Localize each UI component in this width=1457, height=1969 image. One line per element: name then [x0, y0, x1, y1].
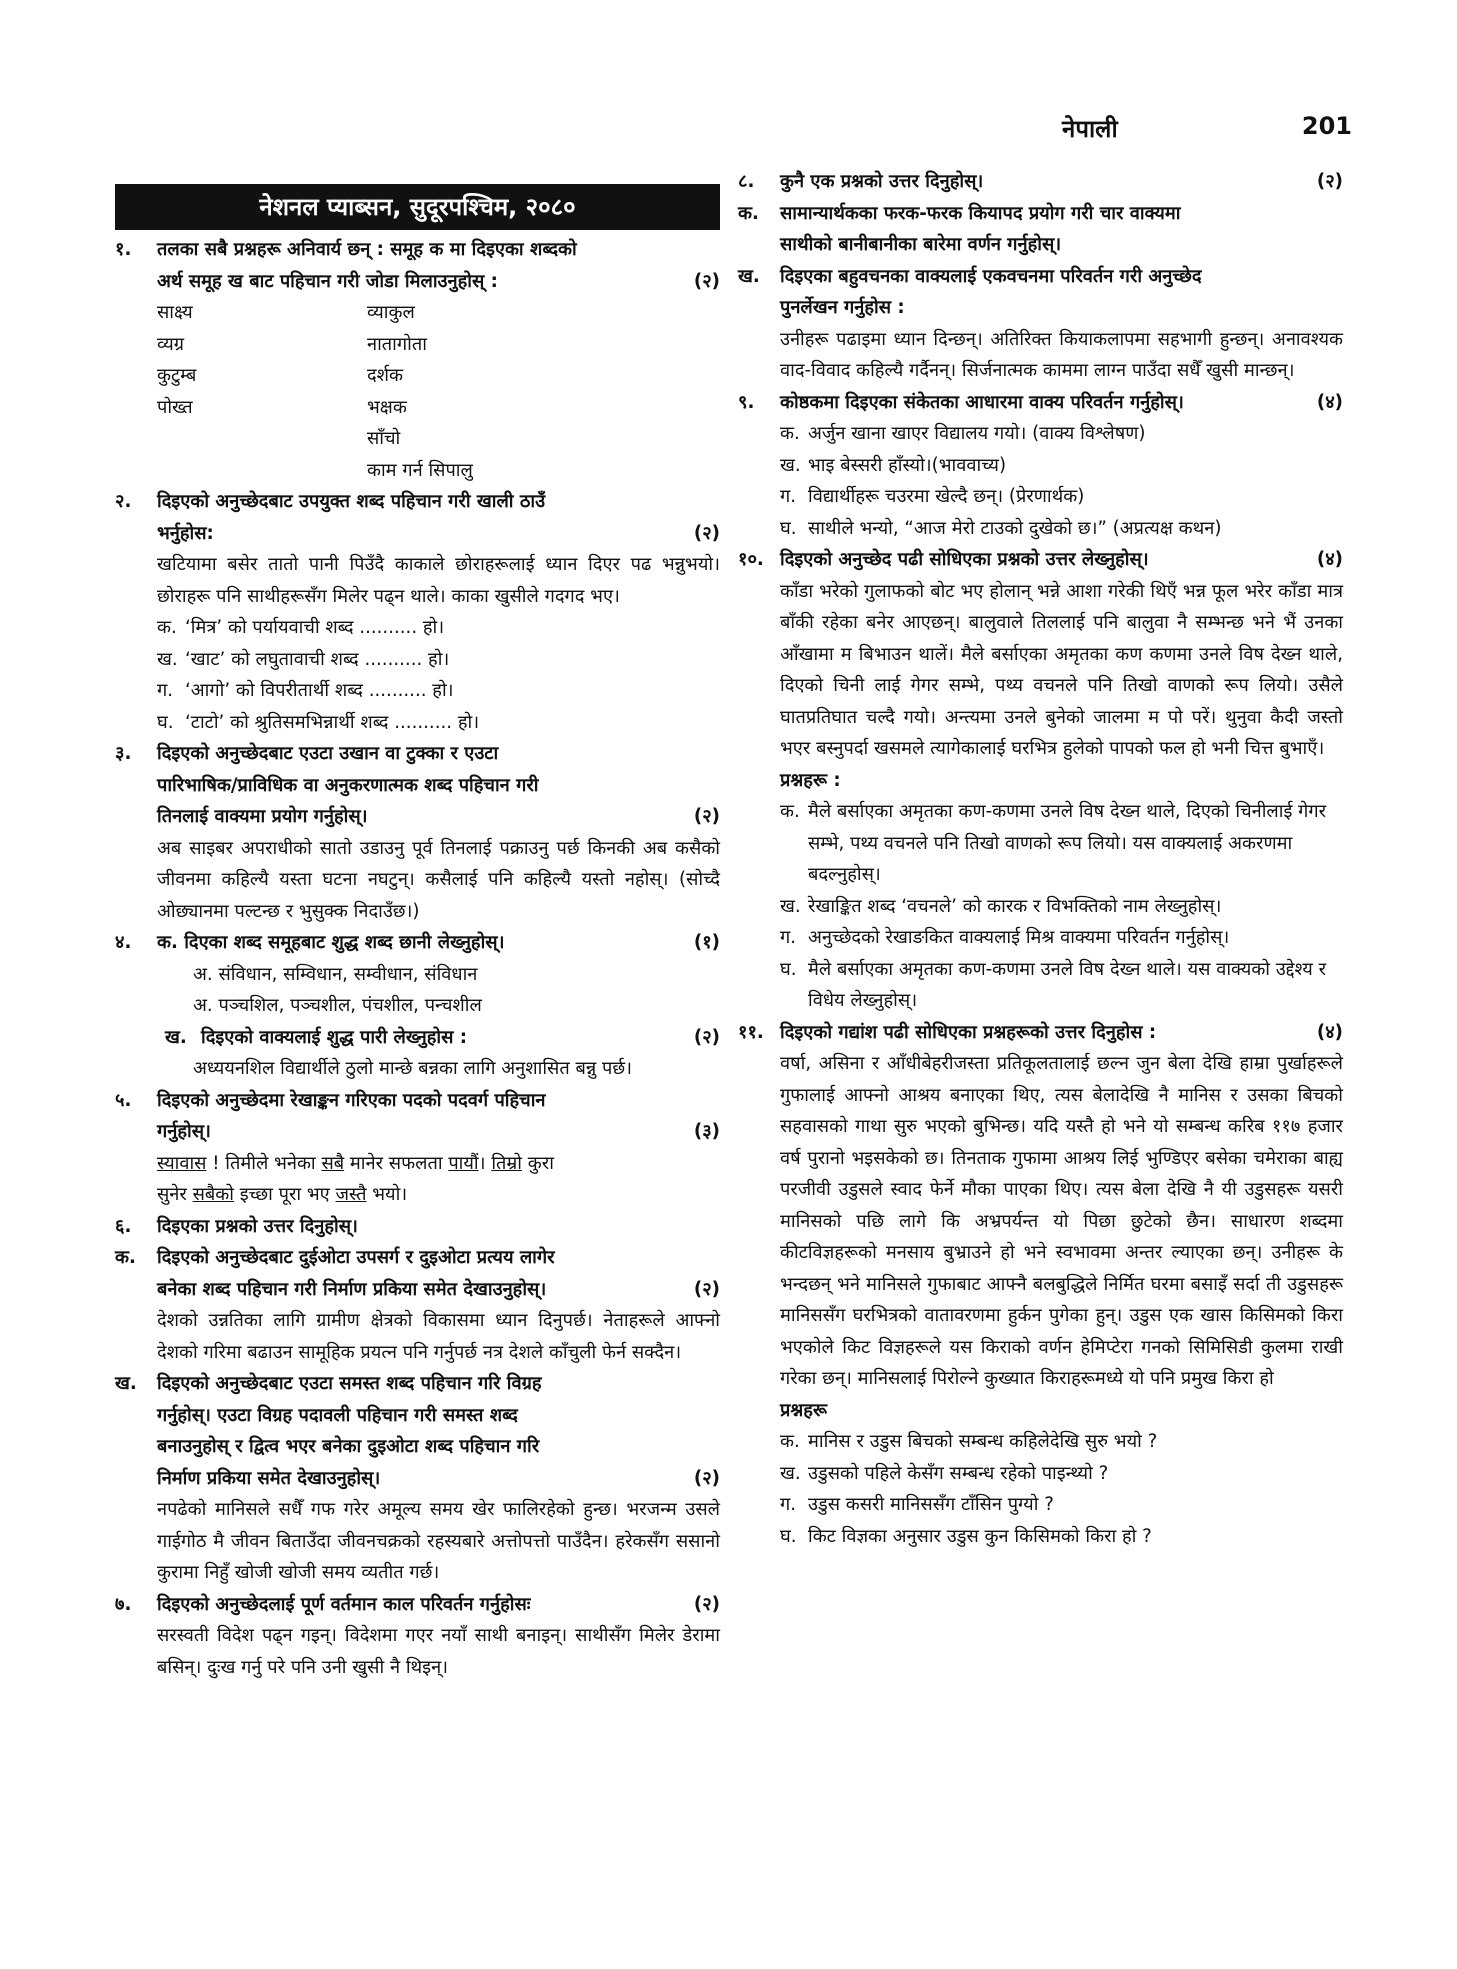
- sub-item: [738, 450, 1343, 482]
- question-number: ७.: [115, 1593, 132, 1615]
- sub-text: दिइएको वाक्यलाई शुद्ध पारी लेख्नुहोस :: [201, 1026, 467, 1048]
- col-a-item: [157, 455, 367, 487]
- passage: देशको उन्नतिका लागि ग्रामीण क्षेत्रको विकासमा ध्यान दिनुपर्छ। नेताहरूले आफ्नो देशको गरिमा बढाउन सामूहिक प्रयत्न पनि गर्नुपर्छ नत्र देशले काँचुली फेर्न सक्दैन।: [157, 1310, 720, 1363]
- sub-item: [738, 922, 1343, 954]
- col-a-item: व्यग्र: [157, 333, 185, 355]
- underlined-word: सबै: [321, 1152, 345, 1174]
- question-1-line2: [115, 266, 720, 298]
- question-7: [115, 1589, 720, 1621]
- marks: (३): [693, 1121, 720, 1142]
- question-text: दिइएका बहुवचनका वाक्यलाई एकवचनमा परिवर्तन गरी अनुच्छेद: [780, 265, 1202, 287]
- subject-label: नेपाली: [1062, 115, 1118, 143]
- col-b-item: नातागोता: [367, 333, 427, 355]
- sub-item: [115, 707, 720, 739]
- marks: (२): [693, 270, 720, 292]
- question-6kh: [115, 1368, 720, 1400]
- question-text: पारिभाषिक/प्राविधिक वा अनुकरणात्मक शब्द पहिचान गरी: [157, 774, 539, 796]
- sub-key: ग.: [780, 486, 797, 507]
- underlined-word: पायौं: [448, 1152, 479, 1174]
- sub-key: घ.: [157, 711, 174, 733]
- col-b-item: भक्षक: [367, 396, 407, 418]
- sub-key: ग.: [157, 680, 174, 701]
- question-text: दिइएको अनुच्छेद पढी सोधिएका प्रश्नको उत्तर लेख्नुहोस्।: [780, 549, 1149, 570]
- question-text: भर्नुहोस:: [157, 522, 214, 544]
- question-5-line2: [115, 1116, 720, 1148]
- marks: (४): [1316, 549, 1343, 570]
- question-8k-line2: [738, 229, 1343, 261]
- sub-item: [738, 513, 1343, 545]
- underlined-word: जस्तै: [335, 1184, 367, 1205]
- passage-fragment: सुनेर: [157, 1184, 193, 1205]
- passage: काँडा भरेको गुलाफको बोट भए होलान् भन्ने आशा गरेकी थिएँ भन्न फूल भरेर काँडा मात्र बाँकी रहेका बनेर आएछन्। बालुवाले तिललाई पनि बालुवा नै सम्भन्छ भने भैं उनका आँखामा म बिभाउन थालें। मैले बर्साएका अमृतका कण कणमा उनले विष देख्न थाले, दिएको चिनी लाई गेगर सम्भे, पथ्य वचनले पनि तिखो वाणको रूप लियो। उसैले घातप्रतिघात चल्दै गयो। अन्त्यमा उनले बुनेको जालमा म पो परें। थुनुवा कैदी जस्तो भएर बस्नुपर्दा खसमले त्यागेकालाई घरभित्र हुलेको पापको फल हो भनी चित्त बुभाएँ।: [780, 580, 1343, 759]
- sub-key: ख.: [780, 895, 801, 917]
- question-text: बनाउनुहोस् र द्वित्व भएर बनेका दुइओटा शब्द पहिचान गरि: [157, 1436, 540, 1457]
- sub-question: [115, 1022, 720, 1054]
- sub-text: अनुच्छेदको रेखाङकित वाक्यलाई मिश्र वाक्यमा परिवर्तन गर्नुहोस्।: [808, 927, 1230, 948]
- col-b-item: काम गर्न सिपालु: [367, 459, 473, 481]
- sub-key: क.: [780, 1431, 800, 1452]
- question-text: पुनर्लेखन गर्नुहोस :: [780, 297, 905, 318]
- passage: वर्षा, असिना र आँधीबेहरीजस्ता प्रतिकूलतालाई छल्न जुन बेला देखि हाम्रा पुर्खाहरूले गुफालाई आफ्नो आश्रय बनाएका थिए, त्यस बेलादेखि नै मानिस र उसका बिचको सहवासको गाथा सुरु भएको बुभिन्छ। यदि यस्तै हो भने यो सम्बन्ध करिब ११७ हजार वर्ष पुरानो भइसकेको छ। तिनताक गुफामा आश्रय लिई भुण्डिएर बसेका चमेराका बाह्य परजीवी उडुसले स्वाद फेर्ने मौका पाएका थिए। त्यस बेला देखि नै यी उडुसहरू यसरी मानिसको पछि लागे कि अभ्रपर्यन्त यो पिछा छुटेको छैन। साधारण शब्दमा कीटविज्ञहरूको मनसाय बुभ्राउने हो भने स्वभावमा अन्तर ल्याएका छन्। उनीहरू के भन्दछन् भने मानिसले गुफाबाट आफ्नै बलबुद्धिले निर्मित घरमा बसाइँ सर्दा ती उडुसहरू मानिससँग घरभित्रको वातावरणमा हुर्कन पुगेका हुन्। उडुस एक खास किसिमको किरा भएकोले किट विज्ञहरूले यस किराको वर्णन हेमिप्टेरा गनको सिमिसिडी कुलमा राखी गरेका छन्। मानिसलाई पिरोल्ने कुख्यात किराहरूमध्ये यो पनि प्रमुख किरा हो: [780, 1053, 1343, 1389]
- question-8k: [738, 198, 1343, 230]
- sub-text: रेखाङ्कित शब्द ‘वचनले’ को कारक र विभक्तिको नाम लेख्नुहोस्।: [808, 895, 1222, 917]
- question-6k: [115, 1242, 720, 1274]
- marks: (२): [693, 1593, 720, 1615]
- sub-key: ख.: [780, 1462, 801, 1484]
- question-text: गर्नुहोस्।: [157, 1121, 211, 1142]
- sub-item: [738, 954, 1343, 1017]
- sub-item: [738, 1489, 1343, 1521]
- question-number: ख.: [738, 265, 760, 287]
- marks: (१): [693, 932, 720, 953]
- sub-text: ‘आगो’ को विपरीतार्थी शब्द .......... हो।: [185, 680, 454, 701]
- passage: खटियामा बसेर तातो पानी पिउँदै काकाले छोराहरूलाई ध्यान दिएर पढ भन्नुभयो। छोराहरू पनि साथीहरूसँग मिलेर पढ्न थाले। काका खुसीले गदगद भए।: [157, 554, 720, 607]
- underlined-word: स्यावास: [157, 1152, 207, 1174]
- sub-text: विद्यार्थीहरू चउरमा खेल्दै छन्। (प्रेरणार्थक): [808, 486, 1085, 507]
- marks: (२): [1316, 171, 1343, 192]
- sub-key: घ.: [780, 517, 797, 539]
- question-6kh-line3: [115, 1431, 720, 1463]
- sub-key: ग.: [780, 927, 797, 948]
- marks: (२): [693, 1467, 720, 1489]
- sub-item: [738, 1426, 1343, 1458]
- marks: (२): [693, 1026, 720, 1048]
- question-text: दिइएका प्रश्नको उत्तर दिनुहोस्।: [157, 1215, 358, 1237]
- sub-text: ‘मित्र’ को पर्यायवाची शब्द .......... हो।: [185, 617, 445, 638]
- sub-key: ख.: [780, 454, 801, 476]
- question-number: ५.: [115, 1089, 132, 1111]
- question-4: [115, 927, 720, 959]
- exam-banner: नेशनल प्याब्सन, सुदूरपश्चिम, २०८०: [115, 184, 720, 230]
- sub-item: [738, 796, 1343, 891]
- sub-text: अर्जुन खाना खाएर विद्यालय गयो। (वाक्य विश्लेषण): [808, 423, 1146, 444]
- question-text: तिनलाई वाक्यमा प्रयोग गर्नुहोस्।: [157, 806, 368, 827]
- question-8: [738, 166, 1343, 198]
- right-column: [738, 166, 1343, 1552]
- sub-key: घ.: [780, 958, 797, 980]
- question-text: गर्नुहोस्। एउटा विग्रह पदावली पहिचान गरी समस्त शब्द: [157, 1404, 518, 1426]
- question-number: क.: [115, 1247, 136, 1268]
- col-a-item: [157, 423, 367, 455]
- option-line: अ. पञ्चशिल, पञ्चशील, पंचशील, पन्चशील: [193, 995, 482, 1016]
- col-b-item: दर्शक: [367, 365, 403, 386]
- question-number: २.: [115, 491, 132, 512]
- left-column: [115, 184, 720, 1683]
- passage-fragment: कुरा: [522, 1152, 554, 1174]
- marks: (२): [693, 806, 720, 827]
- question-3-line3: [115, 801, 720, 833]
- question-number: ६.: [115, 1215, 132, 1237]
- question-text: सामान्यार्थकका फरक-फरक कियापद प्रयोग गरी चार वाक्यमा: [780, 202, 1181, 224]
- passage-fragment: ! तिमीले भनेका: [206, 1152, 322, 1174]
- col-b-item: साँचो: [367, 428, 401, 449]
- question-text: दिइएको अनुच्छेदबाट एउटा समस्त शब्द पहिचान गरि विग्रह: [157, 1373, 542, 1394]
- questions-label: प्रश्नहरू :: [780, 769, 841, 791]
- col-a-item: कुटुम्ब: [157, 365, 197, 386]
- question-text: क. दिएका शब्द समूहबाट शुद्ध शब्द छानी लेख्नुहोस्।: [157, 932, 505, 953]
- question-text: दिइएको अनुच्छेदबाट एउटा उखान वा टुक्का र एउटा: [157, 743, 499, 764]
- col-a-item: पोख्त: [157, 396, 193, 418]
- marks: (४): [1316, 391, 1343, 413]
- sub-key: ख.: [157, 648, 178, 670]
- sub-item: [738, 1521, 1343, 1553]
- passage-fragment: मानेर सफलता: [344, 1152, 449, 1174]
- sub-item: [738, 891, 1343, 923]
- page-header: [1062, 112, 1352, 145]
- sub-key: क.: [157, 617, 177, 638]
- sub-item: [115, 675, 720, 707]
- underlined-passage: [115, 1148, 720, 1211]
- question-3: [115, 738, 720, 770]
- underlined-word: तिम्रो: [491, 1152, 522, 1174]
- question-number: ४.: [115, 932, 132, 953]
- question-8kh: [738, 261, 1343, 293]
- question-6kh-line2: [115, 1400, 720, 1432]
- question-text: बनेका शब्द पहिचान गरी निर्माण प्रकिया समेत देखाउनुहोस्।: [157, 1278, 547, 1300]
- question-2: [115, 486, 720, 518]
- question-number: ९.: [738, 391, 755, 413]
- sub-text: ‘खाट’ को लघुतावाची शब्द .......... हो।: [185, 648, 450, 670]
- sub-item: [738, 481, 1343, 513]
- question-number: १०.: [738, 549, 764, 570]
- marks: (२): [693, 1278, 720, 1300]
- question-2-line2: [115, 518, 720, 550]
- sub-key: क.: [780, 423, 800, 444]
- question-5: [115, 1085, 720, 1117]
- question-text: दिइएको गद्यांश पढी सोधिएका प्रश्नहरूको उत्तर दिनुहोस :: [780, 1021, 1157, 1043]
- question-number: ८.: [738, 171, 755, 192]
- question-number: १.: [115, 239, 132, 260]
- sub-text: ‘टाटो’ को श्रुतिसमभिन्नार्थी शब्द .......... हो।: [185, 711, 480, 733]
- question-number: ३.: [115, 743, 132, 764]
- page-number: 201: [1301, 112, 1352, 140]
- col-a-item: साक्ष्य: [157, 302, 193, 323]
- passage: अब साइबर अपराधीको सातो उडाउनु पूर्व तिनलाई पक्राउनु पर्छ किनकी अब कसैको जीवनमा कहिल्यै यस्ता घटना नघटुन्। कसैलाई पनि कहिल्यै यस्तो नहोस्। (सोच्दै ओछ्यानमा पल्टन्छ र भुसुक्क निदाउँछ।): [157, 837, 720, 922]
- question-9: [738, 387, 1343, 419]
- question-text: दिइएको अनुच्छेदबाट उपयुक्त शब्द पहिचान गरी खाली ठाउँ: [157, 491, 546, 512]
- underlined-word: सबैको: [192, 1184, 234, 1205]
- question-text: कुनै एक प्रश्नको उत्तर दिनुहोस्।: [780, 171, 984, 192]
- matching-table: [115, 297, 720, 486]
- question-8kh-line2: [738, 292, 1343, 324]
- question-text: साथीको बानीबानीका बारेमा वर्णन गर्नुहोस्।: [780, 234, 1062, 255]
- passage: नपढेको मानिसले सधैँ गफ गरेर अमूल्य समय खेर फालिरहेको हुन्छ। भरजन्म उसले गाईगोठ मै जीवन बिताउँदा जीवनचक्रको रहस्यबारे अत्तोपत्तो पाउँदैन। हरेकसँग ससानो कुरामा निहुँ खोजी खोजी समय व्यतीत गर्छ।: [157, 1499, 720, 1583]
- passage-fragment: भयो।: [366, 1184, 408, 1205]
- col-b-item: व्याकुल: [367, 302, 415, 323]
- passage-fragment: इच्छा पूरा भए: [233, 1184, 336, 1205]
- question-text: कोष्ठकमा दिइएका संकेतका आधारमा वाक्य परिवर्तन गर्नुहोस्।: [780, 391, 1184, 413]
- passage: उनीहरू पढाइमा ध्यान दिन्छन्। अतिरिक्त कियाकलापमा सहभागी हुन्छन्। अनावश्यक वाद-विवाद कहिल्यै गर्दैनन्। सिर्जनात्मक काममा लाग्न पाउँदा सधैँ खुसी मान्छन्।: [780, 328, 1343, 381]
- question-number: ख.: [115, 1373, 137, 1394]
- question-10: [738, 544, 1343, 576]
- sub-key: ख.: [165, 1026, 187, 1048]
- sub-text: उडुसको पहिले केसँग सम्बन्ध रहेको पाइन्थ्यो ?: [808, 1462, 1109, 1484]
- sub-key: घ.: [780, 1525, 797, 1547]
- sub-item: [738, 418, 1343, 450]
- question-11: [738, 1017, 1343, 1049]
- question-text: निर्माण प्रकिया समेत देखाउनुहोस्।: [157, 1467, 381, 1489]
- sub-key: ग.: [780, 1494, 797, 1515]
- question-text: दिइएको अनुच्छेदलाई पूर्ण वर्तमान काल परिवर्तन गर्नुहोसः: [157, 1593, 531, 1615]
- question-number: क.: [738, 202, 759, 224]
- passage: अध्ययनशिल विद्यार्थीले ठुलो मान्छे बन्नका लागि अनुशासित बन्नु पर्छ।: [193, 1058, 632, 1079]
- sub-text: साथीले भन्यो, “आज मेरो टाउको दुखेको छ।” (अप्रत्यक्ष कथन): [808, 517, 1222, 539]
- sub-text: भाइ बेस्सरी हाँस्यो।(भाववाच्य): [808, 454, 1007, 476]
- question-6k-line2: [115, 1274, 720, 1306]
- question-6kh-line4: [115, 1463, 720, 1495]
- question-text: दिइएको अनुच्छेदमा रेखाङ्कन गरिएका पदको पदवर्ग पहिचान: [157, 1089, 546, 1111]
- sub-item: [738, 1458, 1343, 1490]
- question-1: [115, 234, 720, 266]
- sub-text: मानिस र उडुस बिचको सम्बन्ध कहिलेदेखि सुरु भयो ?: [808, 1431, 1158, 1452]
- sub-text: किट विज्ञका अनुसार उडुस कुन किसिमको किरा हो ?: [808, 1525, 1152, 1547]
- sub-text: मैले बर्साएका अमृतका कण-कणमा उनले विष देख्न थाले। यस वाक्यको उद्देश्य र विधेय लेख्नुहोस्।: [808, 958, 1327, 1011]
- passage: सरस्वती विदेश पढ्न गइन्। विदेशमा गएर नयाँ साथी बनाइन्। साथीसँग मिलेर डेरामा बसिन्। दुःख गर्नु परे पनि उनी खुसी नै थिइन्।: [157, 1625, 720, 1678]
- question-text: दिइएको अनुच्छेदबाट दुईओटा उपसर्ग र दुइओटा प्रत्यय लागेर: [157, 1247, 555, 1268]
- option-line: अ. संविधान, सम्विधान, सम्वीधान, संविधान: [193, 963, 478, 985]
- passage-fragment: ।: [478, 1152, 492, 1174]
- question-3-line2: [115, 770, 720, 802]
- marks: (२): [693, 522, 720, 544]
- sub-text: मैले बर्साएका अमृतका कण-कणमा उनले विष देख्न थाले, दिएको चिनीलाई गेगर सम्भे, पथ्य वचनले पनि तिखो वाणको रूप लियो। यस वाक्यलाई अकरणमा बदल्नुहोस्।: [808, 801, 1327, 885]
- marks: (४): [1316, 1021, 1343, 1043]
- question-6: [115, 1211, 720, 1243]
- questions-label: प्रश्नहरू: [780, 1399, 827, 1421]
- sub-text: उडुस कसरी मानिससँग टाँसिन पुग्यो ?: [808, 1494, 1054, 1515]
- question-text: अर्थ समूह ख बाट पहिचान गरी जोडा मिलाउनुहोस् :: [157, 270, 498, 292]
- sub-item: [115, 644, 720, 676]
- sub-item: [115, 612, 720, 644]
- question-text: तलका सबै प्रश्नहरू अनिवार्य छन् : समूह क मा दिइएका शब्दको: [157, 239, 577, 260]
- question-number: ११.: [738, 1021, 764, 1043]
- sub-key: क.: [780, 801, 800, 822]
